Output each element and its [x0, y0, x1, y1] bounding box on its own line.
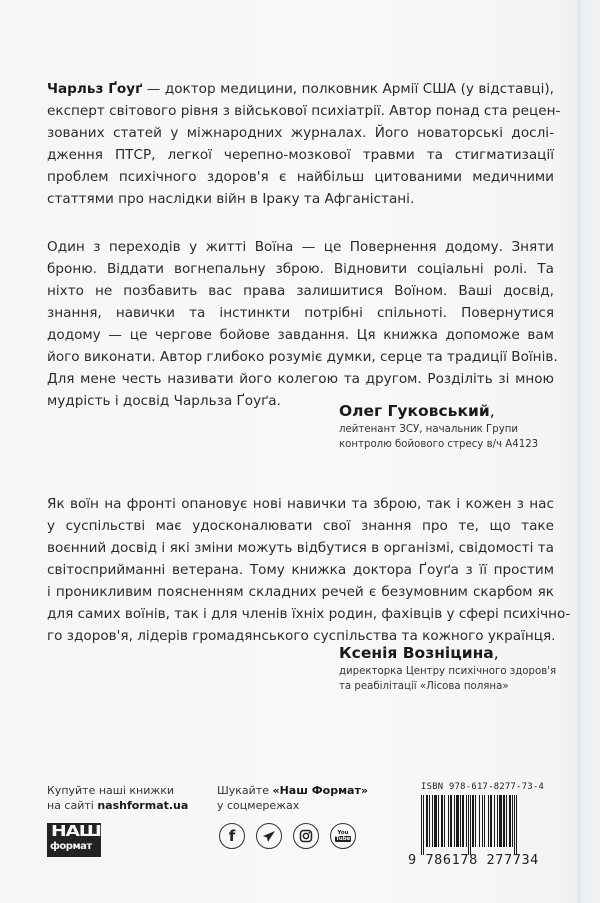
signer-name: Ксенія Возніцина: [339, 644, 494, 662]
ean-digits: 9 786178 277734: [408, 852, 539, 868]
quote-line: і проникливим поясненням складних речей є безумовним скарбом як: [47, 584, 554, 600]
quote-line: мудрість і досвід Чарльза Ґоуґа.: [47, 393, 281, 409]
isbn-barcode: [408, 782, 554, 872]
author-name: Чарльз Ґоуґ: [47, 81, 143, 97]
spine-shadow: [576, 0, 582, 903]
quote-line: його виконати. Автор глибоко розуміє думки, серце та традиції Воїнів.: [47, 349, 558, 365]
isbn-label: ISBN 978-617-8277-73-4: [421, 782, 545, 792]
buy-books-text: Купуйте наші книжки на сайті nashformat.ua: [47, 784, 189, 812]
quote-line: додому — це чергове бойове завдання. Ця книжка допоможе вам: [47, 327, 554, 343]
facebook-icon[interactable]: f: [219, 823, 245, 849]
bio-line: дження ПТСР, легкої черепно-мозкової травми та стигматизації: [47, 147, 554, 163]
telegram-glyph: [262, 830, 276, 843]
website-link[interactable]: nashformat.ua: [97, 799, 189, 812]
testimonial-1: [47, 236, 558, 412]
quote-line: знання, навички та інстинкти потрібні спільноті. Повернутися: [47, 305, 554, 321]
quote-line: Як воїн на фронті опановує нові навички та зброю, так і кожен з нас: [47, 496, 554, 512]
signer-role: лейтенант ЗСУ, начальник Групи: [339, 424, 519, 435]
quote-line: у суспільстві має удосконалювати свої знання про те, що таке: [47, 518, 554, 534]
bio-line: Чарльз Ґоуґ — доктор медицини, полковник Армії США (у відставці),: [47, 81, 554, 97]
quote-line: ніхто не позбавить вас права залишитися Воїном. Ваші досвід,: [47, 283, 554, 299]
publisher-logo: НАШ формат: [47, 823, 101, 857]
signer-role: контролю бойового стресу в/ч А4123: [339, 439, 539, 450]
instagram-icon[interactable]: [293, 823, 319, 849]
barcode-bars: [421, 795, 517, 855]
social-text: Шукайте «Наш Формат» у соцмережах: [217, 784, 368, 812]
signer-role: директорка Центру психічного здоров'я: [339, 666, 557, 677]
signer-name: Олег Гуковський: [339, 402, 490, 420]
social-icons: [219, 823, 356, 849]
quote-line: Один з переходів у житті Воїна — це Повернення додому. Зняти: [47, 239, 554, 255]
testimonial-2-signature: Ксенія Возніцина, директорка Центру психічного здоров'я та реабілітації «Лісова поляна»: [339, 644, 557, 692]
quote-line: воєнний досвід і які зміни можуть відбутися в організмі, свідомості та: [47, 540, 554, 556]
quote-line: Для мене честь називати його колегою та другом. Розділіть зі мною: [47, 371, 554, 387]
testimonial-1-signature: Олег Гуковський, лейтенант ЗСУ, начальник Групи контролю бойового стресу в/ч А4123: [339, 402, 539, 450]
quote-line: світосприйманні ветерана. Тому книжка доктора Ґоуґа з її простим: [47, 562, 554, 578]
youtube-icon[interactable]: You Tube: [330, 823, 356, 849]
quote-line: го здоров'я, лідерів громадянського суспільства та кожного українця.: [47, 628, 556, 644]
telegram-icon[interactable]: [256, 823, 282, 849]
bio-line: проблем психічного здоров'я є найбільш цитованими медичними: [47, 169, 554, 185]
bio-line: статтями про наслідки війн в Іраку та Афганістані.: [47, 191, 415, 207]
bio-line: експерт світового рівня з військової психіатрії. Автор понад ста рецен-: [47, 103, 561, 119]
testimonial-2: [47, 493, 571, 647]
author-bio: [47, 78, 561, 210]
instagram-glyph: [299, 829, 313, 843]
quote-line: для самих воїнів, так і для членів їхніх родин, фахівців у сфері психічно-: [47, 606, 571, 622]
quote-line: броню. Віддати вогнепальну зброю. Відновити соціальні ролі. Та: [47, 261, 554, 277]
signer-role: та реабілітації «Лісова поляна»: [339, 681, 509, 692]
brand-name: «Наш Формат»: [272, 784, 368, 797]
bio-line: зованих статей у міжнародних журналах. Його новаторські дослі-: [47, 125, 554, 141]
